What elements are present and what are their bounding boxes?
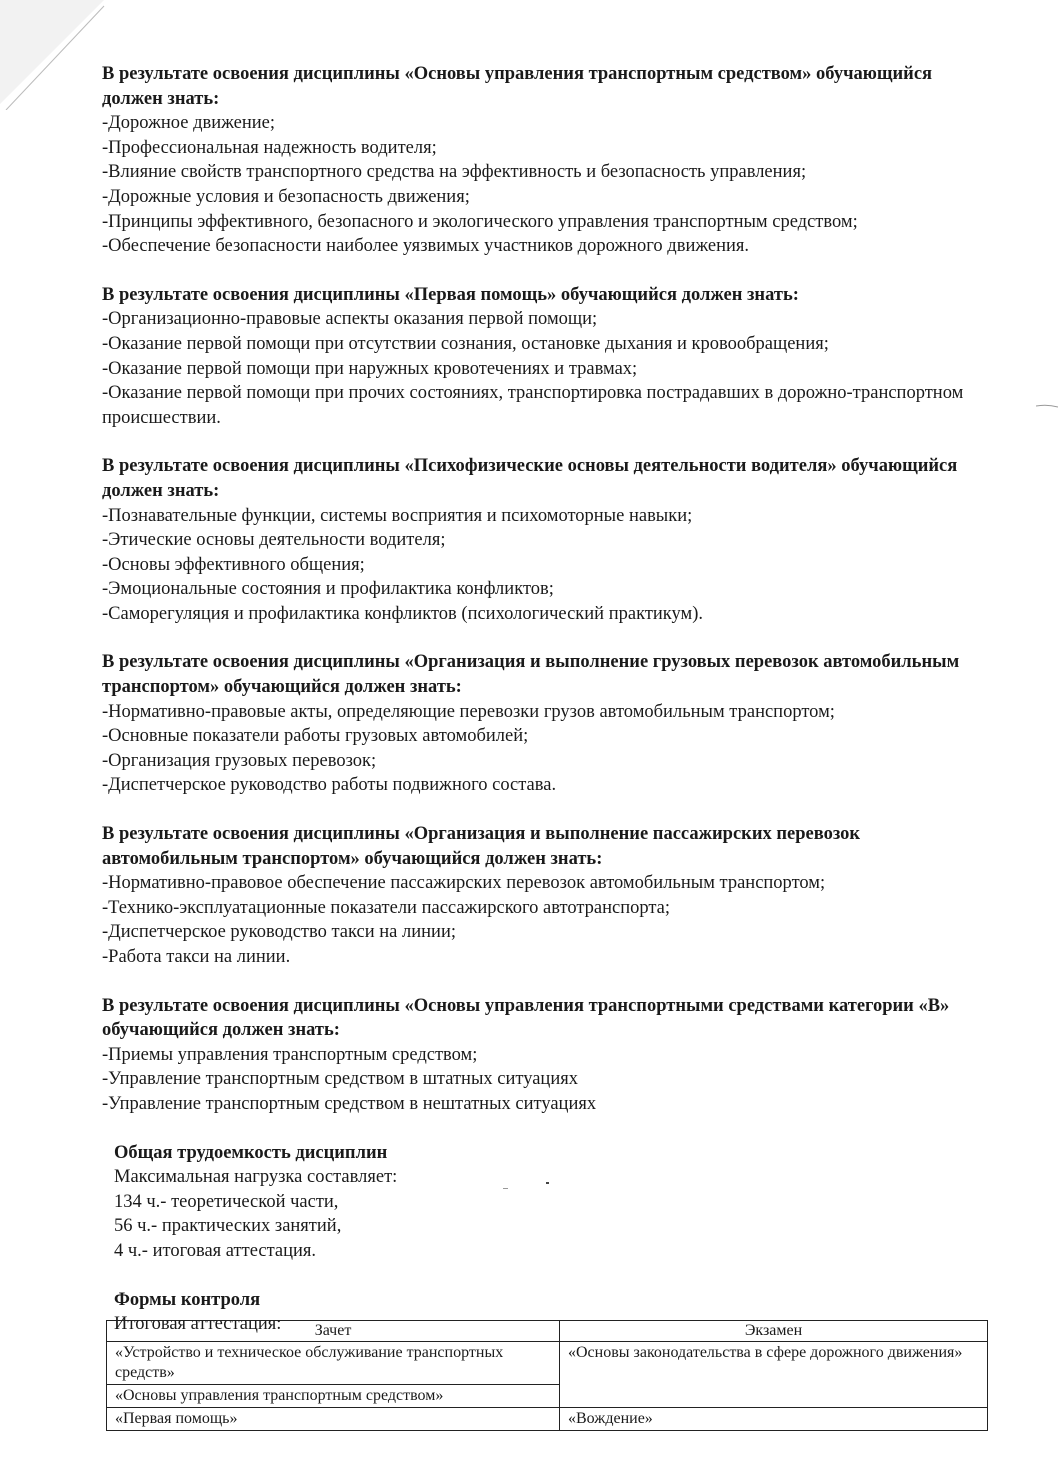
workload-line: 134 ч.- теоретической части, (114, 1191, 339, 1212)
list-item: -Управление транспортным средством в штатных ситуациях (102, 1069, 578, 1090)
table-cell: «Первая помощь» (107, 1408, 560, 1431)
document-body (102, 62, 982, 1337)
control-subheading: Итоговая аттестация: (114, 1314, 282, 1335)
workload-heading: Общая трудоемкость дисциплин (114, 1142, 388, 1163)
list-item: -Дорожные условия и безопасность движения; (102, 186, 470, 207)
workload-line: Максимальная нагрузка составляет: (114, 1167, 398, 1188)
list-item: -Организация грузовых перевозок; (102, 750, 377, 771)
list-item: -Диспетчерское руководство работы подвижного состава. (102, 775, 557, 796)
table-cell: «Основы законодательства в сфере дорожного движения» (560, 1342, 988, 1408)
list-item: -Дорожное движение; (102, 113, 276, 134)
list-item: -Профессиональная надежность водителя; (102, 137, 437, 158)
scan-edge-mark (1036, 398, 1058, 412)
section-passenger-transport (102, 822, 982, 970)
list-item: -Нормативно-правовое обеспечение пассажирских перевозок автомобильным транспортом; (102, 873, 826, 894)
list-item: -Познавательные функции, системы восприятия и психомоторные навыки; (102, 505, 693, 526)
section-heading: В результате освоения дисциплины «Организация и выполнение грузовых перевозок автомобильным транспортом» обучающийся должен знать: (102, 652, 960, 698)
list-item: -Организационно-правовые аспекты оказания первой помощи; (102, 309, 598, 330)
workload-line: 4 ч.- итоговая аттестация. (114, 1240, 317, 1261)
list-item: -Управление транспортным средством в нештатных ситуациях (102, 1093, 597, 1114)
table-header-row (107, 1321, 988, 1342)
list-item: -Оказание первой помощи при наружных кровотечениях и травмах; (102, 358, 638, 379)
section-workload (102, 1141, 982, 1264)
list-item: -Оказание первой помощи при прочих состояниях, транспортировка пострадавших в дорожно-транспортном происшествии. (102, 383, 964, 428)
list-item: -Обеспечение безопасности наиболее уязвимых участников дорожного движения. (102, 236, 750, 257)
list-item: -Эмоциональные состояния и профилактика конфликтов; (102, 579, 554, 600)
control-heading: Формы контроля (114, 1289, 261, 1310)
list-item: -Оказание первой помощи при отсутствии сознания, остановке дыхания и кровообращения; (102, 333, 829, 354)
section-psychophysical (102, 454, 982, 626)
section-cargo-transport (102, 650, 982, 798)
column-header-credit: Зачет (107, 1321, 560, 1342)
section-heading: В результате освоения дисциплины «Основы управления транспортным средством» обучающийся должен знать: (102, 64, 933, 109)
list-item: -Работа такси на линии. (102, 947, 291, 967)
table-cell: «Устройство и техническое обслуживание транспортных средств» (107, 1342, 560, 1385)
list-item: -Саморегуляция и профилактика конфликтов (психологический практикум). (102, 603, 704, 624)
list-item: -Основные показатели работы грузовых автомобилей; (102, 726, 529, 747)
table-row (107, 1342, 988, 1385)
section-heading: В результате освоения дисциплины «Основы управления транспортными средствами категории «В» обучающийся должен знать: (102, 995, 950, 1041)
section-category-b (102, 994, 982, 1117)
list-item: -Основы эффективного общения; (102, 554, 365, 575)
section-heading: В результате освоения дисциплины «Психофизические основы деятельности водителя» обучающийся должен знать: (102, 456, 958, 501)
table-cell: «Вождение» (560, 1408, 988, 1431)
table-cell: «Основы управления транспортным средством» (107, 1385, 560, 1408)
list-item: -Этические основы деятельности водителя; (102, 530, 446, 551)
section-driving-basics (102, 62, 982, 259)
table-row (107, 1408, 988, 1431)
attestation-table (106, 1320, 988, 1431)
column-header-exam: Экзамен (560, 1321, 988, 1342)
section-heading: В результате освоения дисциплины «Первая помощь» обучающийся должен знать: (102, 284, 799, 305)
list-item: -Диспетчерское руководство такси на линии; (102, 922, 456, 943)
workload-line: 56 ч.- практических занятий, (114, 1216, 342, 1237)
list-item: -Принципы эффективного, безопасного и экологического управления транспортным средством; (102, 211, 858, 232)
section-heading: В результате освоения дисциплины «Организация и выполнение пассажирских перевозок автомобильным транспортом» обучающийся должен знать: (102, 824, 861, 869)
list-item: -Технико-эксплуатационные показатели пассажирского автотранспорта; (102, 897, 671, 918)
section-first-aid (102, 283, 982, 431)
list-item: -Влияние свойств транспортного средства на эффективность и безопасность управления; (102, 162, 807, 183)
list-item: -Приемы управления транспортным средством; (102, 1044, 478, 1065)
list-item: -Нормативно-правовые акты, определяющие перевозки грузов автомобильным транспортом; (102, 701, 835, 722)
page-corner-fold (0, 0, 110, 110)
